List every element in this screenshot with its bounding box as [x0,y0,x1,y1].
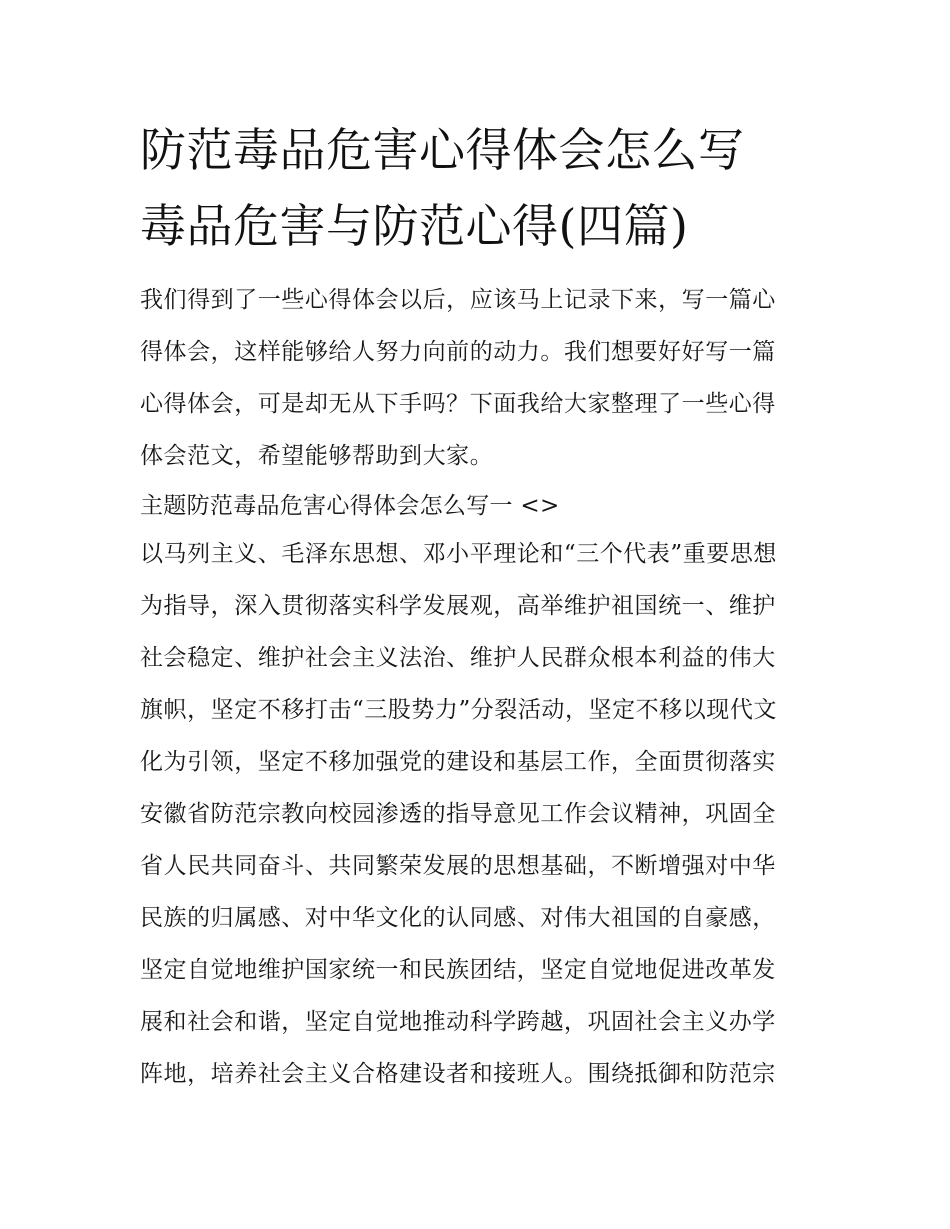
intro-paragraph [140,274,816,482]
text-line: 得体会，这样能够给人努力向前的动力。我们想要好好写一篇 [140,339,776,365]
text-line: 旗帜，坚定不移打击“三股势力”分裂活动，坚定不移以现代文 [140,697,777,723]
text-line: 体会范文，希望能够帮助到大家。 [140,443,494,469]
text-line: 心得体会，可是却无从下手吗？下面我给大家整理了一些心得 [140,391,776,417]
text-line: 我们得到了一些心得体会以后，应该马上记录下来，写一篇心 [140,287,776,313]
title-line: 防范毒品危害心得体会怎么写 [140,123,745,177]
text-line: 展和社会和谐，坚定自觉地推动科学跨越，巩固社会主义办学 [140,1009,776,1035]
text-line: 省人民共同奋斗、共同繁荣发展的思想基础，不断增强对中华 [140,853,776,879]
text-line: 社会稳定、维护社会主义法治、维护人民群众根本利益的伟大 [140,645,776,671]
title-line: 毒品危害与防范心得(四篇) [140,199,689,253]
text-line: 为指导，深入贯彻落实科学发展观，高举维护祖国统一、维护 [140,593,776,619]
text-line: 安徽省防范宗教向校园渗透的指导意见工作会议精神，巩固全 [140,801,776,827]
text-line: 化为引领，坚定不移加强党的建设和基层工作，全面贯彻落实 [140,749,776,775]
section-heading: 主题防范毒品危害心得体会怎么写一 <> [140,493,560,519]
text-line: 以马列主义、毛泽东思想、邓小平理论和“三个代表”重要思想 [140,541,777,567]
document-title [140,112,830,264]
body-paragraph [140,528,816,1100]
text-line: 阵地，培养社会主义合格建设者和接班人。围绕抵御和防范宗 [140,1061,776,1087]
text-line: 民族的归属感、对中华文化的认同感、对伟大祖国的自豪感， [140,905,776,931]
text-line: 坚定自觉地维护国家统一和民族团结，坚定自觉地促进改革发 [140,957,776,983]
